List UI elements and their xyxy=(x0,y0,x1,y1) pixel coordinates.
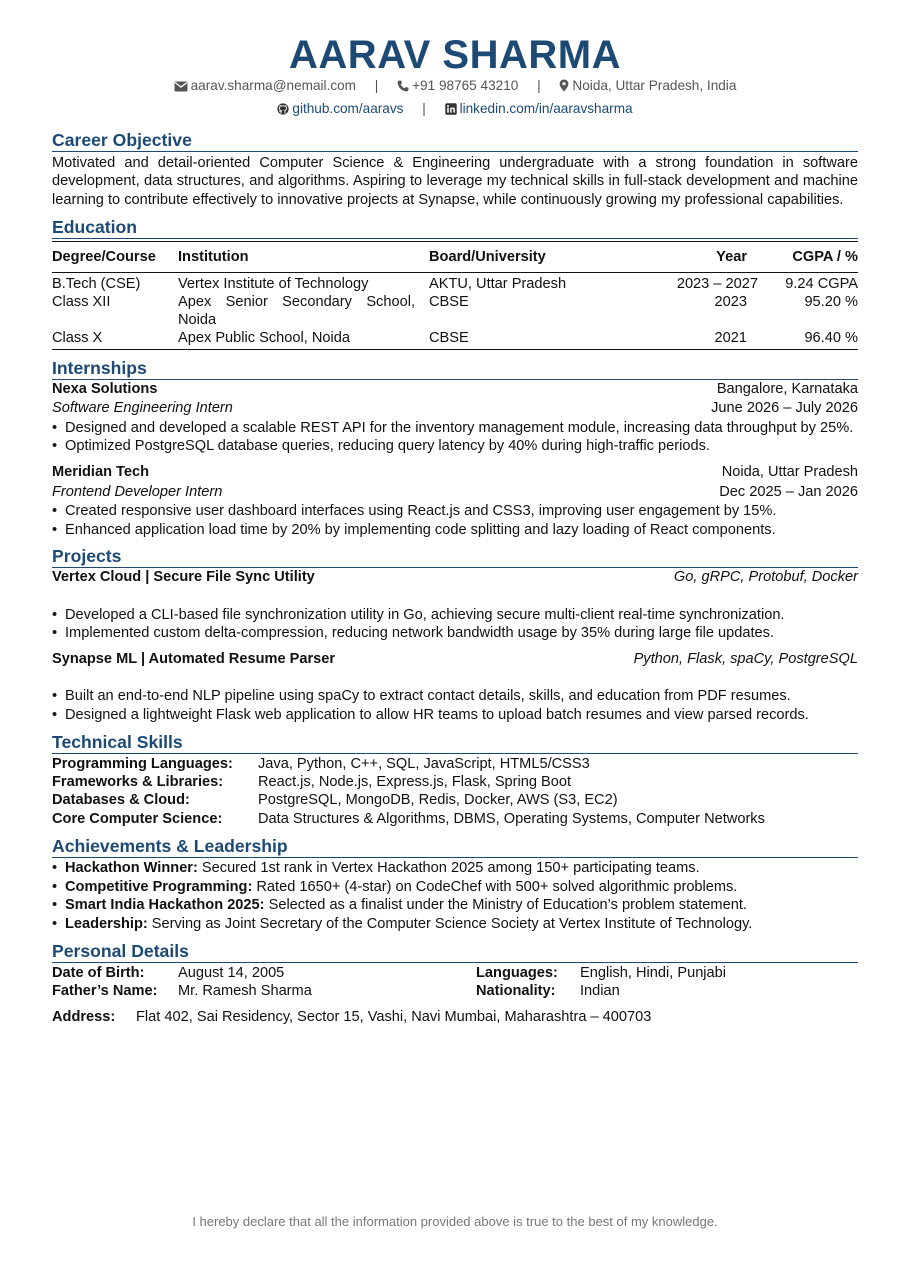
year-cell: 2021 xyxy=(714,329,747,346)
linkedin-icon xyxy=(445,101,457,121)
list-item: • Optimized PostgreSQL database queries, reducing query latency by 40% during high-traffic periods. xyxy=(52,437,858,456)
skill-value: Java, Python, C++, SQL, JavaScript, HTML5/CSS3 xyxy=(258,755,590,772)
map-pin-icon xyxy=(559,78,569,98)
list-item: • Competitive Programming: Rated 1650+ (4-star) on CodeChef with 500+ solved algorithmic problems. xyxy=(52,878,858,897)
project-name: Synapse ML | Automated Resume Parser xyxy=(52,650,336,667)
linkedin-link[interactable]: linkedin.com/in/aaravsharma xyxy=(459,101,633,116)
dob-value: August 14, 2005 xyxy=(178,964,285,981)
address-label: Address: xyxy=(52,1008,116,1025)
section-title-objective: Career Objective xyxy=(52,129,858,152)
table-row xyxy=(52,293,858,329)
score-cell: 96.40 % xyxy=(804,329,858,346)
company-name: Nexa Solutions xyxy=(52,380,158,397)
board-cell: CBSE xyxy=(429,329,469,346)
list-item: • Enhanced application load time by 20% by implementing code splitting and lazy loading of React components. xyxy=(52,521,858,540)
company-location: Noida, Uttar Pradesh xyxy=(721,464,858,481)
bullet-list xyxy=(52,502,858,539)
education-header-row xyxy=(52,241,858,272)
institution-cell: Apex Public School, Noida xyxy=(178,329,350,346)
skill-label: Core Computer Science: xyxy=(52,810,223,827)
board-cell: AKTU, Uttar Pradesh xyxy=(429,275,567,292)
list-item: • Smart India Hackathon 2025: Selected as a finalist under the Ministry of Education’s problem statement. xyxy=(52,896,858,915)
section-title-internships: Internships xyxy=(52,357,858,380)
role-dates: Dec 2025 – Jan 2026 xyxy=(719,483,858,500)
institution-cell: Vertex Institute of Technology xyxy=(178,275,369,292)
year-cell: 2023 xyxy=(714,293,747,310)
achievements-list xyxy=(52,859,858,933)
internship-entry xyxy=(52,380,858,456)
phone-text: +91 98765 43210 xyxy=(412,78,519,93)
envelope-icon xyxy=(174,78,188,98)
header-score: CGPA / % xyxy=(766,241,858,272)
address-row xyxy=(52,1008,858,1027)
role-dates: June 2026 – July 2026 xyxy=(711,400,858,417)
father-label: Father’s Name: xyxy=(52,983,158,1000)
skill-label: Databases & Cloud: xyxy=(52,792,190,809)
address-value: Flat 402, Sai Residency, Sector 15, Vashi, Navi Mumbai, Maharashtra – 400703 xyxy=(136,1008,652,1025)
skill-value: PostgreSQL, MongoDB, Redis, Docker, AWS (S3, EC2) xyxy=(258,792,618,809)
list-item: • Created responsive user dashboard interfaces using React.js and CSS3, improving user engagement by 15%. xyxy=(52,502,858,521)
project-name: Vertex Cloud | Secure File Sync Utility xyxy=(52,569,315,586)
score-cell: 95.20 % xyxy=(804,293,858,310)
skill-label: Frameworks & Libraries: xyxy=(52,774,224,791)
project-tech: Go, gRPC, Protobuf, Docker xyxy=(673,569,858,586)
board-cell: CBSE xyxy=(429,293,469,310)
location-text: Noida, Uttar Pradesh, India xyxy=(572,78,737,93)
links-line xyxy=(52,99,858,121)
skill-value: React.js, Node.js, Express.js, Flask, Spring Boot xyxy=(258,774,572,791)
score-cell: 9.24 CGPA xyxy=(785,275,858,292)
list-item: • Leadership: Serving as Joint Secretary of the Computer Science Society at Vertex Institute of Technology. xyxy=(52,915,858,934)
section-title-achievements: Achievements & Leadership xyxy=(52,835,858,858)
header-board: Board/University xyxy=(429,241,649,272)
bullet-list xyxy=(52,606,858,643)
project-tech: Python, Flask, spaCy, PostgreSQL xyxy=(633,650,858,667)
email-text: aarav.sharma@nemail.com xyxy=(190,78,357,93)
section-title-personal: Personal Details xyxy=(52,940,858,963)
skill-label: Programming Languages: xyxy=(52,755,233,772)
project-entry xyxy=(52,650,858,725)
project-entry xyxy=(52,568,858,643)
separator: | xyxy=(537,78,541,93)
role-title: Software Engineering Intern xyxy=(52,400,233,417)
nationality-label: Nationality: xyxy=(476,983,556,1000)
education-table xyxy=(52,241,858,350)
github-icon xyxy=(277,101,289,121)
degree-cell: Class XII xyxy=(52,293,111,310)
header-year: Year xyxy=(649,241,766,272)
list-item: • Designed a lightweight Flask web application to allow HR teams to upload batch resumes and view parsed records. xyxy=(52,706,858,725)
resume-content xyxy=(52,32,858,1026)
institution-cell: Apex Senior Secondary School, Noida xyxy=(178,293,415,328)
objective-text: Motivated and detail-oriented Computer Science & Engineering undergraduate with a strong foundation in software development, data structures, and algorithms. Aspiring to leverage my technical skills in full-stack development and machine learning to contribute effectively to innovative projects at Synapse, while continuously growing my professional capabilities. xyxy=(52,155,858,208)
section-title-skills: Technical Skills xyxy=(52,731,858,754)
contact-line xyxy=(52,76,858,98)
table-row xyxy=(52,272,858,293)
table-row xyxy=(52,329,858,350)
list-item: • Designed and developed a scalable REST API for the inventory management module, increasing data throughput by 25%. xyxy=(52,419,858,438)
declaration-text: I hereby declare that all the information provided above is true to the best of my knowledge. xyxy=(192,1214,718,1229)
father-value: Mr. Ramesh Sharma xyxy=(178,983,312,1000)
languages-value: English, Hindi, Punjabi xyxy=(580,964,727,981)
personal-grid xyxy=(52,964,858,1001)
company-name: Meridian Tech xyxy=(52,464,150,481)
internship-entry xyxy=(52,463,858,539)
phone-icon xyxy=(397,78,409,98)
candidate-name: AARAV SHARMA xyxy=(289,33,621,77)
list-item: • Developed a CLI-based file synchronization utility in Go, achieving secure multi-client real-time synchronization. xyxy=(52,606,858,625)
list-item: • Hackathon Winner: Secured 1st rank in Vertex Hackathon 2025 among 150+ participating teams. xyxy=(52,859,858,878)
dob-label: Date of Birth: xyxy=(52,964,145,981)
list-item: • Built an end-to-end NLP pipeline using spaCy to extract contact details, skills, and education from PDF resumes. xyxy=(52,687,858,706)
bullet-list xyxy=(52,687,858,724)
skill-value: Data Structures & Algorithms, DBMS, Operating Systems, Computer Networks xyxy=(258,810,765,827)
section-title-projects: Projects xyxy=(52,545,858,568)
year-cell: 2023 – 2027 xyxy=(676,275,758,292)
header-institution: Institution xyxy=(178,241,429,272)
degree-cell: B.Tech (CSE) xyxy=(52,275,141,292)
separator: | xyxy=(422,101,426,116)
github-link[interactable]: github.com/aaravs xyxy=(292,101,404,116)
skills-grid xyxy=(52,755,858,829)
languages-label: Languages: xyxy=(476,964,558,981)
list-item: • Implemented custom delta-compression, reducing network bandwidth usage by 35% during large file updates. xyxy=(52,624,858,643)
section-title-education: Education xyxy=(52,216,858,239)
separator: | xyxy=(374,78,379,93)
degree-cell: Class X xyxy=(52,329,103,346)
nationality-value: Indian xyxy=(580,983,620,1000)
header-degree: Degree/Course xyxy=(52,241,178,272)
role-title: Frontend Developer Intern xyxy=(52,483,223,500)
bullet-list xyxy=(52,419,858,456)
company-location: Bangalore, Karnataka xyxy=(716,380,858,397)
